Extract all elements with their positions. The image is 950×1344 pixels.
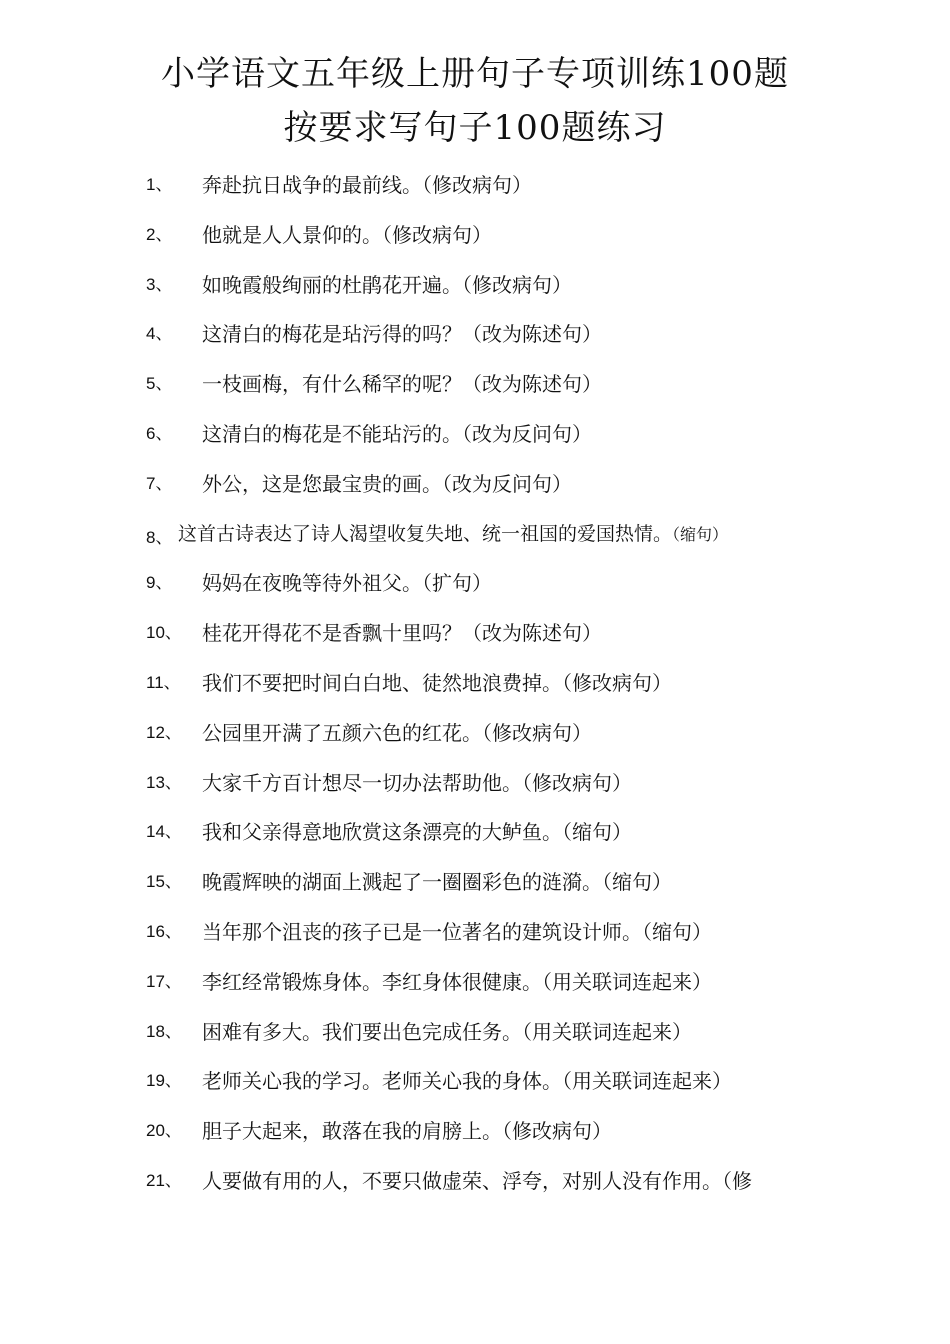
question-number: 17、 xyxy=(146,971,182,991)
question-item xyxy=(146,864,826,914)
question-item xyxy=(146,167,826,217)
question-number: 21、 xyxy=(146,1170,182,1190)
question-number: 3、 xyxy=(146,274,173,294)
question-number: 12、 xyxy=(146,722,182,742)
question-number: 8、 xyxy=(146,527,173,547)
question-number: 14、 xyxy=(146,822,182,842)
question-text: 当年那个沮丧的孩子已是一位著名的建筑设计师。（缩句） xyxy=(202,919,712,944)
question-item xyxy=(146,914,826,964)
question-number: 7、 xyxy=(146,473,173,493)
question-number: 6、 xyxy=(146,423,173,443)
question-item xyxy=(146,466,826,516)
document-subtitle: 按要求写句子100题练习 xyxy=(283,108,667,148)
question-text: 李红经常锻炼身体。李红身体很健康。（用关联词连起来） xyxy=(202,969,712,994)
question-item xyxy=(146,316,826,366)
question-item xyxy=(146,964,826,1014)
question-item xyxy=(146,565,826,615)
question-number: 15、 xyxy=(146,872,182,892)
question-requirement: （缩句） xyxy=(672,524,729,544)
question-item xyxy=(146,1014,826,1064)
question-text: 大家千方百计想尽一切办法帮助他。（修改病句） xyxy=(202,770,632,795)
question-item xyxy=(146,267,826,317)
question-number: 16、 xyxy=(146,921,182,941)
question-text: 妈妈在夜晚等待外祖父。（扩句） xyxy=(202,571,492,596)
question-text: 他就是人人景仰的。（修改病句） xyxy=(202,222,492,247)
question-text: 这清白的梅花是玷污得的吗？（改为陈述句） xyxy=(202,322,602,347)
question-number: 18、 xyxy=(146,1021,182,1041)
question-number: 19、 xyxy=(146,1071,182,1091)
question-item xyxy=(146,217,826,267)
question-text: 一枝画梅，有什么稀罕的呢？（改为陈述句） xyxy=(202,372,602,397)
question-text: 困难有多大。我们要出色完成任务。（用关联词连起来） xyxy=(202,1019,692,1044)
question-text: 如晚霞般绚丽的杜鹃花开遍。（修改病句） xyxy=(202,272,572,297)
question-item xyxy=(146,416,826,466)
question-text: 人要做有用的人，不要只做虚荣、浮夸，对别人没有作用。（修 xyxy=(202,1168,752,1193)
question-item xyxy=(146,814,826,864)
question-item xyxy=(146,516,826,566)
question-text: 这首古诗表达了诗人渴望收复失地、统一祖国的爱国热情。 xyxy=(178,522,673,545)
question-text: 公园里开满了五颜六色的红花。（修改病句） xyxy=(202,720,592,745)
question-text: 我们不要把时间白白地、徒然地浪费掉。（修改病句） xyxy=(202,670,672,695)
question-text: 桂花开得花不是香飘十里吗？（改为陈述句） xyxy=(202,621,602,646)
question-text: 这清白的梅花是不能玷污的。（改为反问句） xyxy=(202,421,592,446)
question-number: 5、 xyxy=(146,374,173,394)
question-text: 老师关心我的学习。老师关心我的身体。（用关联词连起来） xyxy=(202,1069,732,1094)
question-item xyxy=(146,715,826,765)
question-number: 2、 xyxy=(146,224,173,244)
question-text: 我和父亲得意地欣赏这条漂亮的大鲈鱼。（缩句） xyxy=(202,820,632,845)
question-item xyxy=(146,1163,826,1213)
question-list xyxy=(146,167,826,1213)
question-text: 奔赴抗日战争的最前线。（修改病句） xyxy=(202,173,532,197)
question-text: 外公，这是您最宝贵的画。（改为反问句） xyxy=(202,471,572,496)
question-text-wrapper xyxy=(178,520,728,549)
question-item xyxy=(146,366,826,416)
question-text: 晚霞辉映的湖面上溅起了一圈圈彩色的涟漪。（缩句） xyxy=(202,870,672,895)
question-item xyxy=(146,1063,826,1113)
question-number: 13、 xyxy=(146,772,182,792)
question-number: 9、 xyxy=(146,573,173,593)
question-number: 10、 xyxy=(146,623,182,643)
question-number: 20、 xyxy=(146,1121,182,1141)
question-number: 1、 xyxy=(146,175,173,194)
question-text: 胆子大起来，敢落在我的肩膀上。（修改病句） xyxy=(202,1119,612,1144)
question-item xyxy=(146,615,826,665)
question-item xyxy=(146,665,826,715)
question-number: 11、 xyxy=(146,672,181,692)
question-number: 4、 xyxy=(146,324,173,344)
question-item xyxy=(146,765,826,815)
document-title: 小学语文五年级上册句子专项训练100题 xyxy=(161,54,789,94)
question-item xyxy=(146,1113,826,1163)
